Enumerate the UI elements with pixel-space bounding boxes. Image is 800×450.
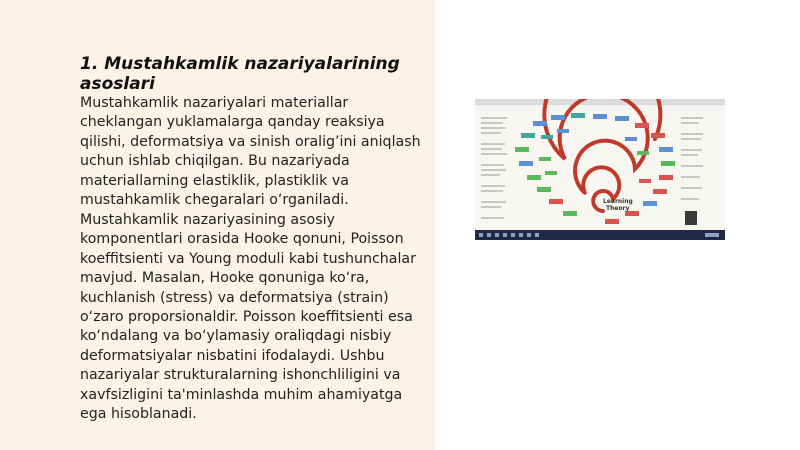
thumbnail-image <box>685 211 697 225</box>
browser-address-bar <box>475 105 725 110</box>
learning-theory-screenshot <box>475 99 725 240</box>
center-label-line2: Theory <box>606 205 630 212</box>
slide-title: 1. Mustahkamlik nazariyalarining asoslari <box>80 54 400 94</box>
slide-body-text: Mustahkamlik nazariyalari materiallar cheklangan yuklamalarga qanday reaksiya qilishi, deformatsiya va sinish oralig’ini aniqlash uchun ishlab chiqilgan. Bu nazariyada materiallarning elastiklik, plastiklik va mustahkamlik chegaralari o‘rganiladi. Mustahkamlik nazariyasining asosiy komponentlari orasida Hooke qonuni, Poisson koeffitsienti va Young moduli kabi tushunchalar mavjud. Masalan, Hooke qonuniga ko‘ra, kuchlanish (stress) va deformatsiya (strain) o‘zaro proporsionaldir. Poisson koeffitsienti esa ko‘ndalang va bo‘ylamasiy oraliqdagi nisbiy deformatsiyalar nisbatini ifodalaydi. Ushbu nazariyalar strukturalarning ishonchliligini va xavfsizligini ta'minlashda muhim ahamiyatga ega hisoblanadi. <box>80 95 421 423</box>
center-label-line1: Learning <box>603 198 633 205</box>
browser-tab-bar <box>475 99 725 105</box>
